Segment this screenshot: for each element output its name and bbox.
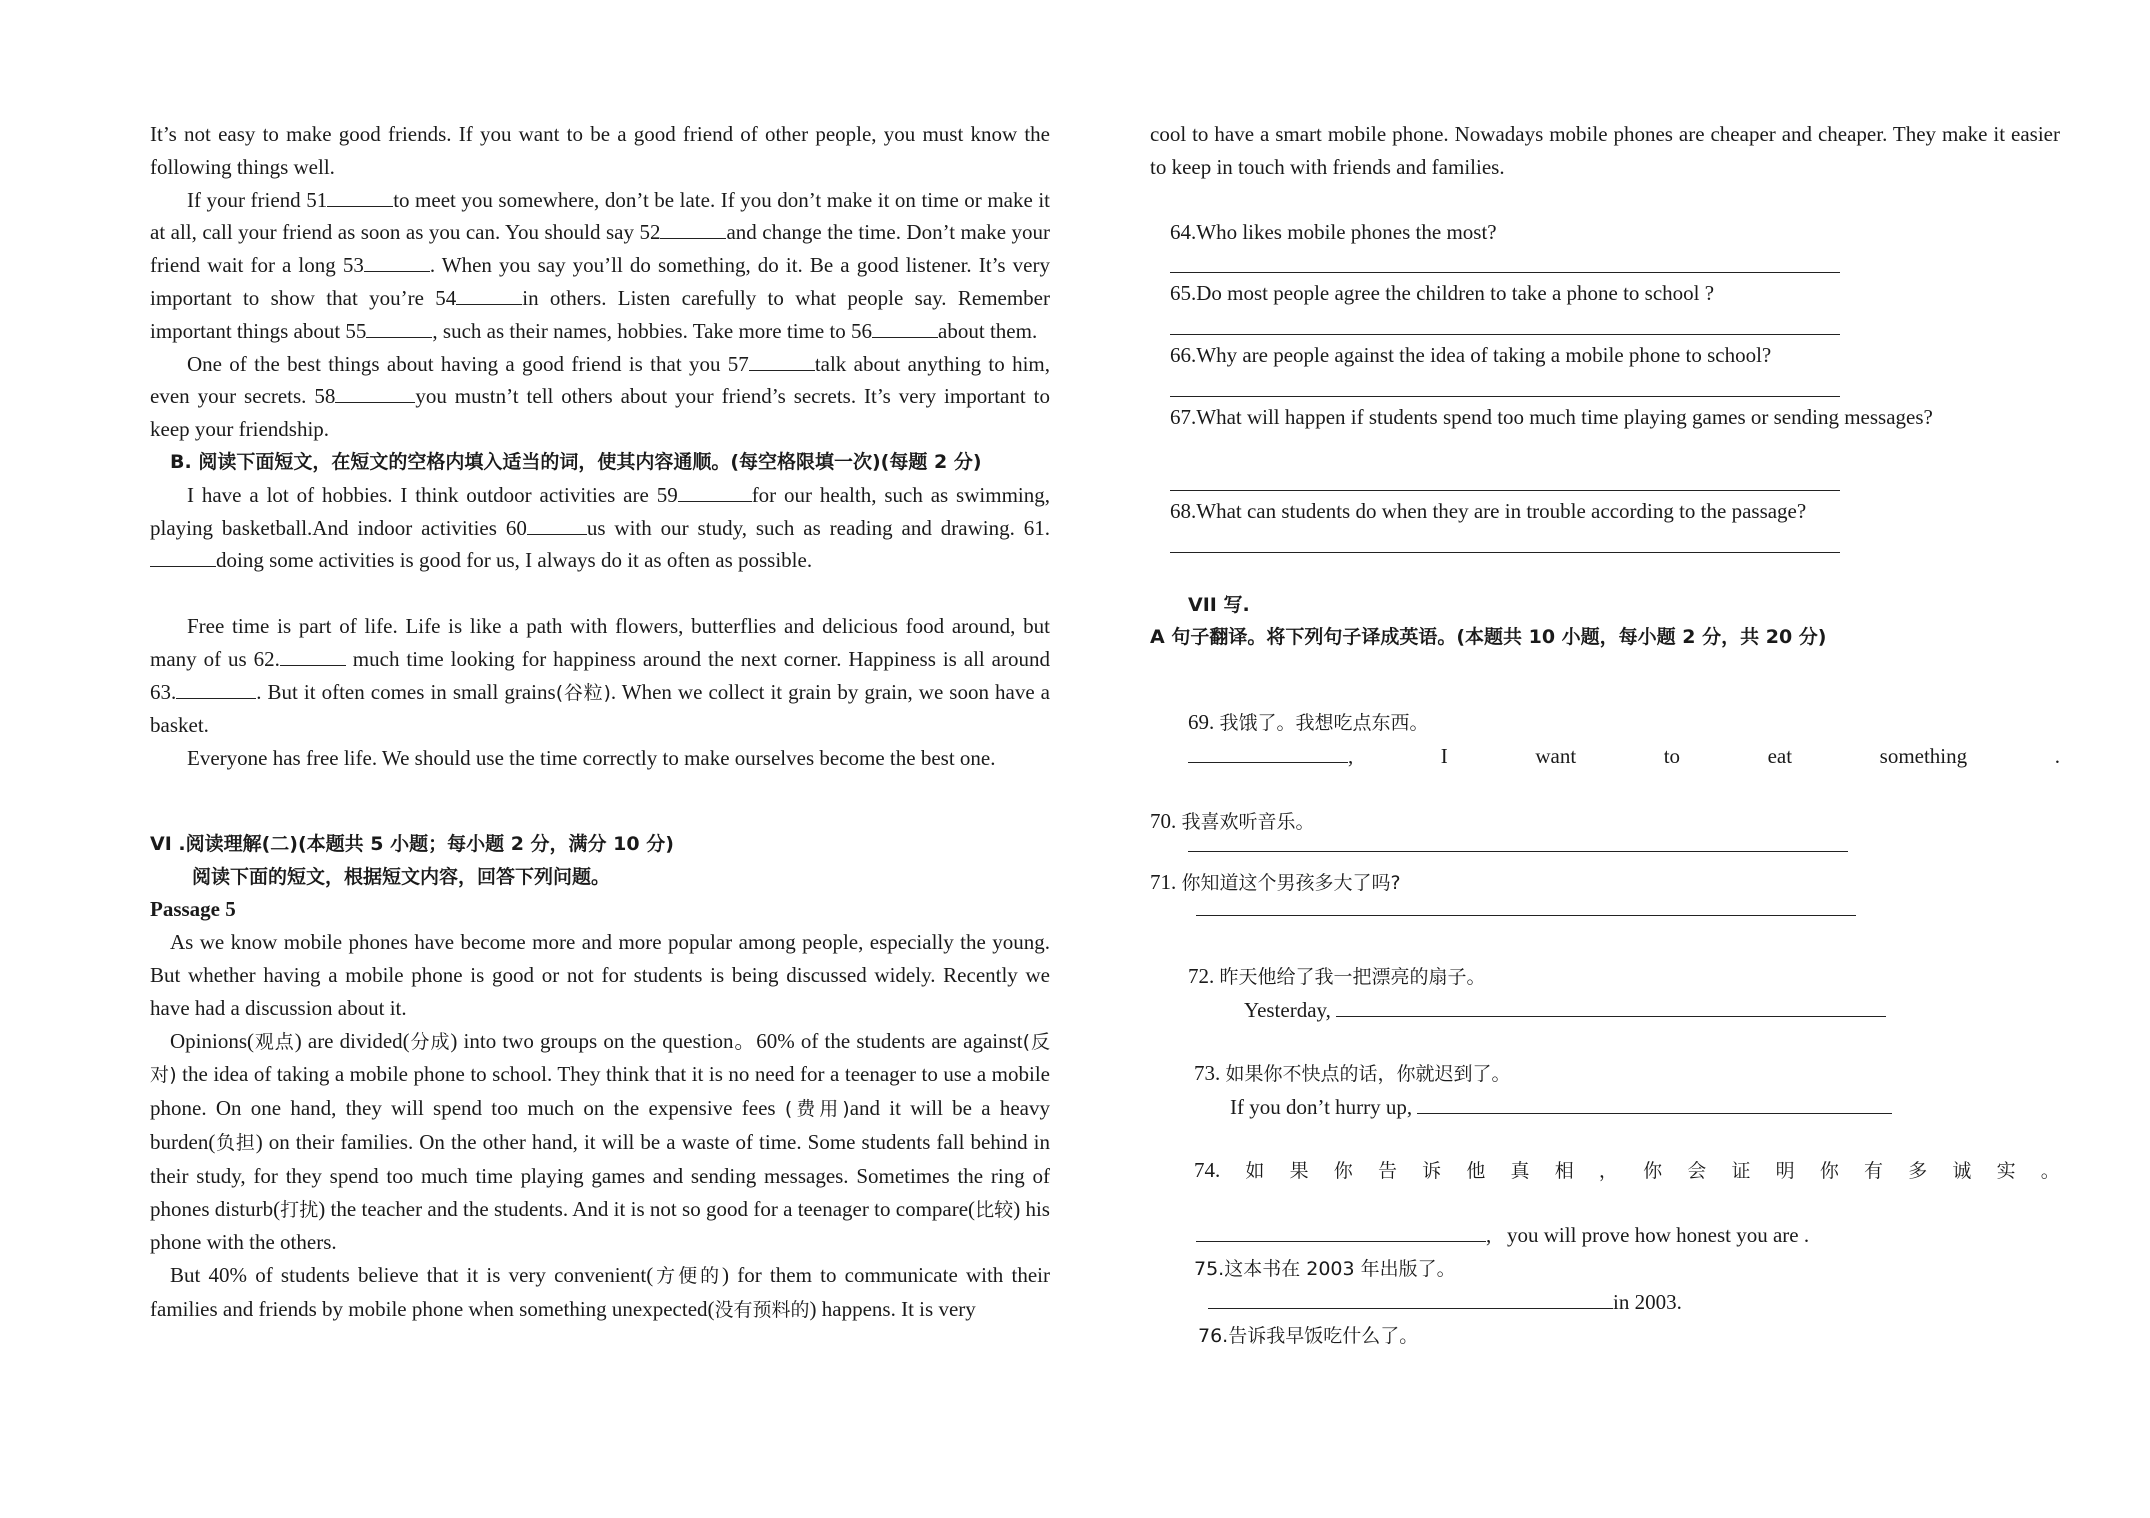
intro-paragraph: It’s not easy to make good friends. If you want to be a good friend of other people, you must know the following things well.: [150, 122, 1050, 179]
answer-row-69: , I want to eat something .: [1188, 740, 2060, 773]
answer-row-73: If you don’t hurry up,: [1188, 1091, 2060, 1124]
blank-53[interactable]: [364, 251, 430, 272]
section-vi-instruction: 阅读下面的短文，根据短文内容，回答下列问题。: [192, 865, 611, 888]
blank-57[interactable]: [749, 350, 815, 371]
passage-continuation: cool to have a smart mobile phone. Nowadays mobile phones are cheaper and cheaper. They make it easier to keep in touch with friends and families.: [1150, 122, 2060, 179]
cloze-paragraph-1: If your friend 51 to meet you somewhere, don’t be late. If you don’t make it on time or make it at all, call your friend as soon as you can. You should say 52 and change the time. Don’t make your friend wait for a long 53 . When you say you’ll do something, do it. Be a good listener. It’s very important to show that you’re 54 in others. Listen carefully to what people say. Remember important things about 55 , such as their names, hobbies. Take more time to 56 about them.: [150, 187, 1051, 343]
section-a-heading: A 句子翻译。将下列句子译成英语。(本题共 10 小题，每小题 2 分，共 20 分): [1150, 626, 1827, 649]
question-69: 69. 我饿了。我想吃点东西。: [1188, 710, 1429, 735]
blank-60[interactable]: [527, 514, 587, 535]
answer-blank-74[interactable]: [1196, 1221, 1486, 1242]
section-vii-heading: VII 写.: [1188, 593, 1250, 616]
question-76: 76.告诉我早饭吃什么了。: [1198, 1324, 1419, 1347]
free-time-conclusion: Everyone has free life. We should use the time correctly to make ourselves become the best one.: [187, 746, 996, 771]
question-73: 73. 如果你不快点的话，你就迟到了。: [1194, 1060, 1511, 1085]
question-71: 71. 你知道这个男孩多大了吗?: [1150, 869, 1401, 894]
blank-58[interactable]: [335, 382, 415, 403]
question-67: 67.What will happen if students spend too much time playing games or sending messages?: [1170, 404, 1933, 429]
translation-questions: [1150, 706, 2060, 1352]
answer-blank-73[interactable]: [1417, 1093, 1892, 1114]
blank-63[interactable]: [176, 678, 256, 699]
left-column: [150, 118, 1050, 1327]
passage-paragraph-3: But 40% of students believe that it is very convenient(方便的) for them to communicate with their families and friends by mobile phone when something unexpected(没有预料的) happens. It is very: [150, 1263, 1050, 1321]
passage-paragraph-1: As we know mobile phones have become more and more popular among people, especially the young. But whether having a mobile phone is good or not for students is being discussed widely. Recently we have had a discussion about it.: [150, 930, 1050, 1020]
answer-blank-72[interactable]: [1336, 996, 1886, 1017]
section-b-heading: B. 阅读下面短文，在短文的空格内填入适当的词，使其内容通顺。(每空格限填一次)(每题 2 分): [170, 450, 982, 473]
hobbies-paragraph: I have a lot of hobbies. I think outdoor activities are 59 for our health, such as swimming, playing basketball.And indoor activities 60 us with our study, such as reading and drawing. 61.doing some activities is good for us, I always do it as often as possible.: [150, 482, 1051, 573]
blank-62[interactable]: [280, 645, 346, 666]
answer-line-71[interactable]: [1196, 897, 1856, 916]
question-65: 65.Do most people agree the children to take a phone to school ?: [1170, 281, 1715, 306]
answer-blank-75[interactable]: [1208, 1288, 1613, 1309]
question-68: 68.What can students do when they are in trouble according to the passage?: [1170, 498, 1807, 523]
question-66: 66.Why are people against the idea of taking a mobile phone to school?: [1170, 343, 1772, 368]
blank-52[interactable]: [660, 218, 726, 239]
answer-line-67[interactable]: [1170, 430, 1840, 491]
blank-59[interactable]: [678, 481, 752, 502]
question-70: 70. 我喜欢听音乐。: [1150, 808, 1315, 833]
question-64: 64.Who likes mobile phones the most?: [1170, 219, 1497, 244]
right-column: [1150, 118, 2060, 1353]
blank-61[interactable]: [150, 546, 216, 567]
answer-line-68[interactable]: [1170, 524, 1840, 553]
passage-paragraph-2: Opinions(观点) are divided(分成) into two groups on the question。60% of the students are against(反对) the idea of taking a mobile phone to school. They think that it is no need for a teenager to use a mobile phone. On one hand, they will spend too much on the expensive fees (费用)and it will be a heavy burden(负担) on their families. On the other hand, it will be a waste of time. Some students fall behind in their study, for they spend too much time playing games and sending messages. Sometimes the ring of phones disturb(打扰) the teacher and the students. And it is not so good for a teenager to compare(比较) his phone with the others.: [150, 1028, 1050, 1255]
answer-row-74: , you will prove how honest you are .: [1188, 1219, 2060, 1252]
passage-title: Passage 5: [150, 897, 236, 922]
question-75: 75.这本书在 2003 年出版了。: [1194, 1258, 1456, 1281]
blank-56[interactable]: [872, 317, 938, 338]
answer-line-64[interactable]: [1170, 244, 1840, 273]
cloze-paragraph-2: One of the best things about having a good friend is that you 57 talk about anything to him, even your secrets. 58 you mustn’t tell others about your friend’s secrets. It’s very important to keep your friendship.: [150, 351, 1051, 442]
reading-questions: [1150, 216, 1933, 553]
blank-55[interactable]: [366, 317, 432, 338]
answer-row-72: Yesterday,: [1188, 994, 2060, 1027]
section-vi-heading: VI .阅读理解(二)(本题共 5 小题；每小题 2 分，满分 10 分): [150, 832, 674, 855]
answer-row-75: in 2003.: [1188, 1286, 2060, 1319]
free-time-paragraph: Free time is part of life. Life is like a path with flowers, butterflies and delicious food around, but many of us 62. much time looking for happiness around the next corner. Happiness is all around 63. . But it often comes in small grains(谷粒). When we collect it grain by grain, we soon have a basket.: [150, 613, 1050, 738]
blank-54[interactable]: [456, 284, 522, 305]
answer-line-65[interactable]: [1170, 306, 1840, 335]
blank-51[interactable]: [327, 186, 393, 207]
question-74: 74. 如 果 你 告 诉 他 真 相 ， 你 会 证 明 你 有 多 诚 实 。: [1194, 1157, 2060, 1182]
answer-blank-69[interactable]: [1188, 742, 1348, 763]
question-72: 72. 昨天他给了我一把漂亮的扇子。: [1188, 964, 1486, 989]
answer-line-70[interactable]: [1188, 837, 1848, 852]
answer-line-66[interactable]: [1170, 368, 1840, 397]
